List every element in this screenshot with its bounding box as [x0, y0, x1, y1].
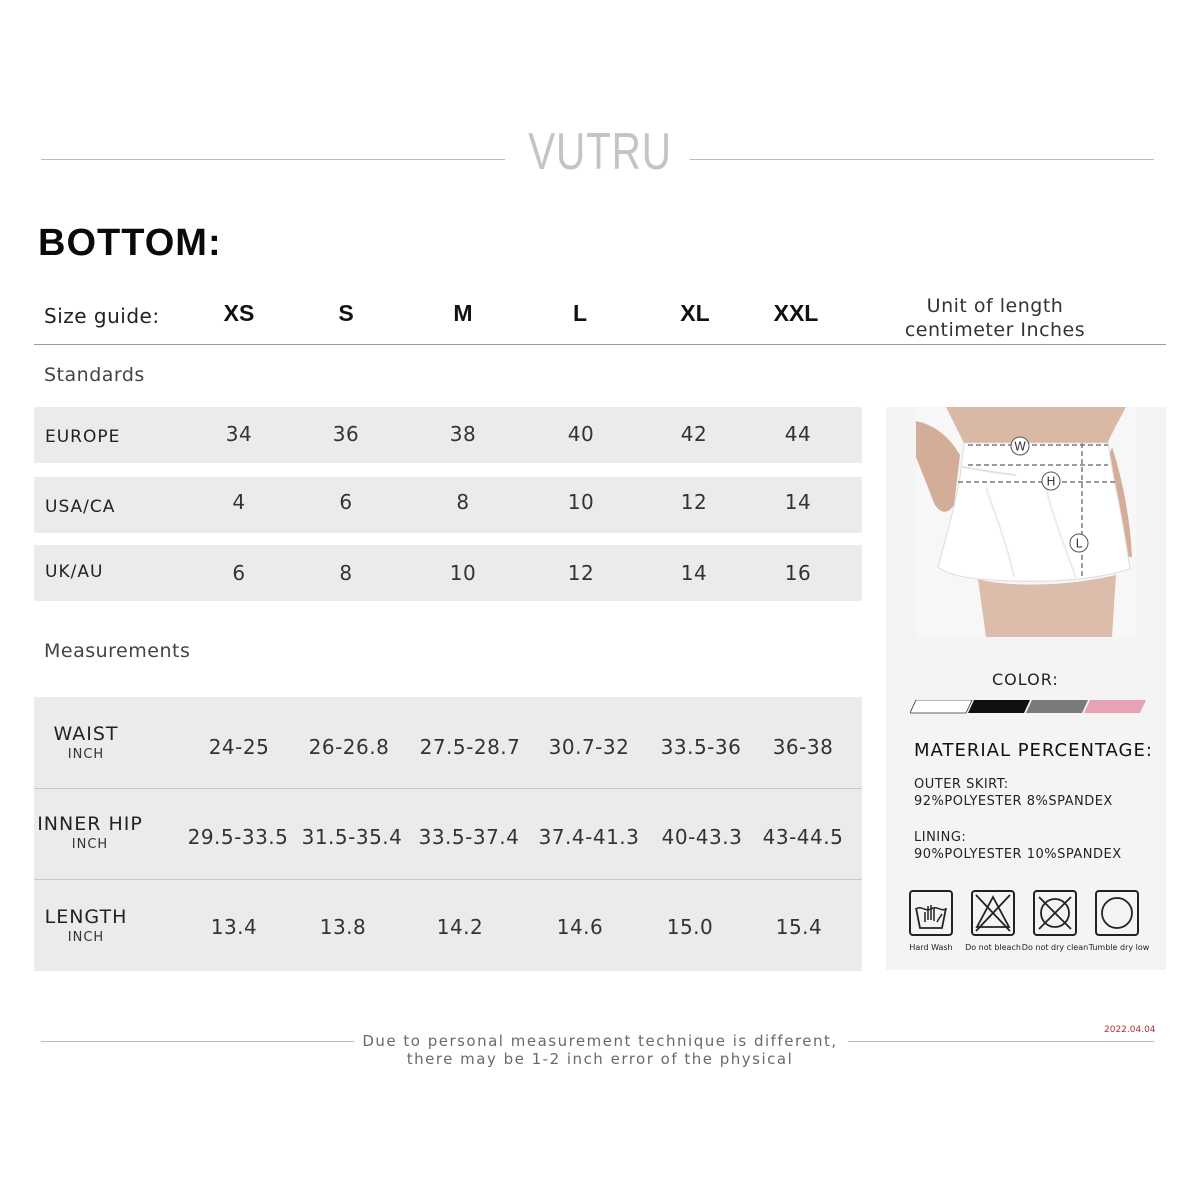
standards-row-europe	[34, 407, 862, 463]
cell-xxl: 15.4	[775, 915, 823, 939]
cell-m: 33.5-37.4	[418, 825, 520, 849]
standards-label: Standards	[44, 364, 145, 386]
footer-line-right	[848, 1041, 1154, 1042]
date-stamp: 2022.04.04	[1104, 1025, 1156, 1035]
cell-xl: 12	[680, 490, 708, 514]
cell-l: 30.7-32	[548, 735, 630, 759]
row-label: UK/AU	[45, 562, 104, 582]
tumble-dry-low-icon	[1095, 890, 1139, 936]
cell-xs: 29.5-33.5	[187, 825, 289, 849]
cell-xs: 6	[232, 561, 246, 585]
size-header-xxl: XXL	[773, 300, 819, 326]
outer-skirt-label: OUTER SKIRT:	[914, 777, 1009, 792]
cell-l: 12	[567, 561, 595, 585]
length-label	[31, 906, 141, 945]
do-not-bleach-icon	[971, 890, 1015, 936]
cell-s: 31.5-35.4	[301, 825, 403, 849]
cell-s: 6	[339, 490, 353, 514]
footer-line-left	[41, 1041, 354, 1042]
color-label: COLOR:	[992, 670, 1059, 689]
cell-m: 10	[449, 561, 477, 585]
cell-l: 37.4-41.3	[538, 825, 640, 849]
unit-line-2: centimeter Inches	[904, 319, 1086, 341]
measure-unit: INCH	[71, 837, 109, 852]
measure-name: WAIST	[53, 723, 119, 745]
cell-xl: 33.5-36	[660, 735, 742, 759]
cell-s: 36	[332, 422, 360, 446]
header-line-right	[690, 159, 1154, 160]
cell-xl: 42	[680, 422, 708, 446]
measure-unit: INCH	[67, 747, 105, 762]
unit-of-length	[880, 294, 1110, 342]
header-row-divider	[34, 344, 1166, 345]
size-guide-label: Size guide:	[44, 304, 160, 328]
do-not-dry-clean-icon	[1033, 890, 1077, 936]
cell-xs: 24-25	[208, 735, 270, 759]
standards-row-uk	[34, 545, 862, 601]
header-line-left	[41, 159, 505, 160]
swatch-black	[968, 700, 1030, 713]
cell-m: 14.2	[436, 915, 484, 939]
measurement-block	[34, 697, 862, 971]
size-header-l: L	[572, 300, 588, 326]
cell-xl: 40-43.3	[661, 825, 743, 849]
cell-xs: 13.4	[210, 915, 258, 939]
measure-name: INNER HIP	[37, 813, 143, 835]
color-swatches	[910, 700, 1146, 714]
hip-marker: H	[1046, 474, 1056, 489]
disclaimer	[330, 1032, 870, 1068]
page-title: BOTTOM:	[38, 222, 222, 264]
cell-xxl: 16	[784, 561, 812, 585]
waist-label	[31, 723, 141, 762]
lining-label: LINING:	[914, 830, 967, 845]
swatch-pink	[1084, 700, 1146, 713]
standards-row-usa	[34, 477, 862, 533]
cell-xxl: 44	[784, 422, 812, 446]
skirt-illustration	[916, 407, 1136, 637]
cell-m: 27.5-28.7	[419, 735, 521, 759]
care-label-no-dry-clean: Do not dry clean	[1021, 943, 1089, 952]
cell-xl: 15.0	[666, 915, 714, 939]
disclaimer-line-1: Due to personal measurement technique is different,	[362, 1032, 838, 1050]
care-label-no-bleach: Do not bleach	[965, 943, 1021, 952]
cell-xl: 14	[680, 561, 708, 585]
length-marker: L	[1075, 536, 1083, 551]
cell-l: 10	[567, 490, 595, 514]
size-header-xs: XS	[223, 300, 255, 326]
cell-xs: 4	[232, 490, 246, 514]
size-header-s: S	[338, 300, 354, 326]
row-label: EUROPE	[45, 427, 121, 447]
care-label-tumble-dry: Tumble dry low	[1088, 943, 1150, 952]
cell-m: 38	[449, 422, 477, 446]
swatch-white	[910, 700, 972, 713]
outer-skirt-value: 92%POLYESTER 8%SPANDEX	[914, 794, 1113, 809]
lining-value: 90%POLYESTER 10%SPANDEX	[914, 847, 1122, 862]
waist-marker: W	[1014, 439, 1026, 454]
cell-m: 8	[456, 490, 470, 514]
inner-hip-label	[30, 813, 150, 852]
row-divider	[34, 879, 862, 880]
care-label-hand-wash: Hard Wash	[909, 943, 953, 952]
measure-name: LENGTH	[44, 906, 128, 928]
cell-s: 8	[339, 561, 353, 585]
unit-line-1: Unit of length	[926, 295, 1064, 317]
measurements-label: Measurements	[44, 640, 191, 662]
cell-s: 13.8	[319, 915, 367, 939]
row-label: USA/CA	[45, 497, 116, 517]
cell-xxl: 36-38	[772, 735, 834, 759]
row-divider	[34, 788, 862, 789]
brand-logo: VUTRU	[528, 123, 672, 181]
cell-l: 40	[567, 422, 595, 446]
measure-unit: INCH	[67, 930, 105, 945]
hand-wash-icon	[909, 890, 953, 936]
size-header-m: M	[453, 300, 473, 326]
material-heading: MATERIAL PERCENTAGE:	[914, 740, 1153, 761]
cell-xxl: 43-44.5	[762, 825, 844, 849]
cell-xs: 34	[225, 422, 253, 446]
size-header-xl: XL	[680, 300, 710, 326]
swatch-gray	[1026, 700, 1088, 713]
cell-s: 26-26.8	[308, 735, 390, 759]
cell-xxl: 14	[784, 490, 812, 514]
disclaimer-line-2: there may be 1-2 inch error of the physical	[406, 1050, 794, 1068]
cell-l: 14.6	[556, 915, 604, 939]
